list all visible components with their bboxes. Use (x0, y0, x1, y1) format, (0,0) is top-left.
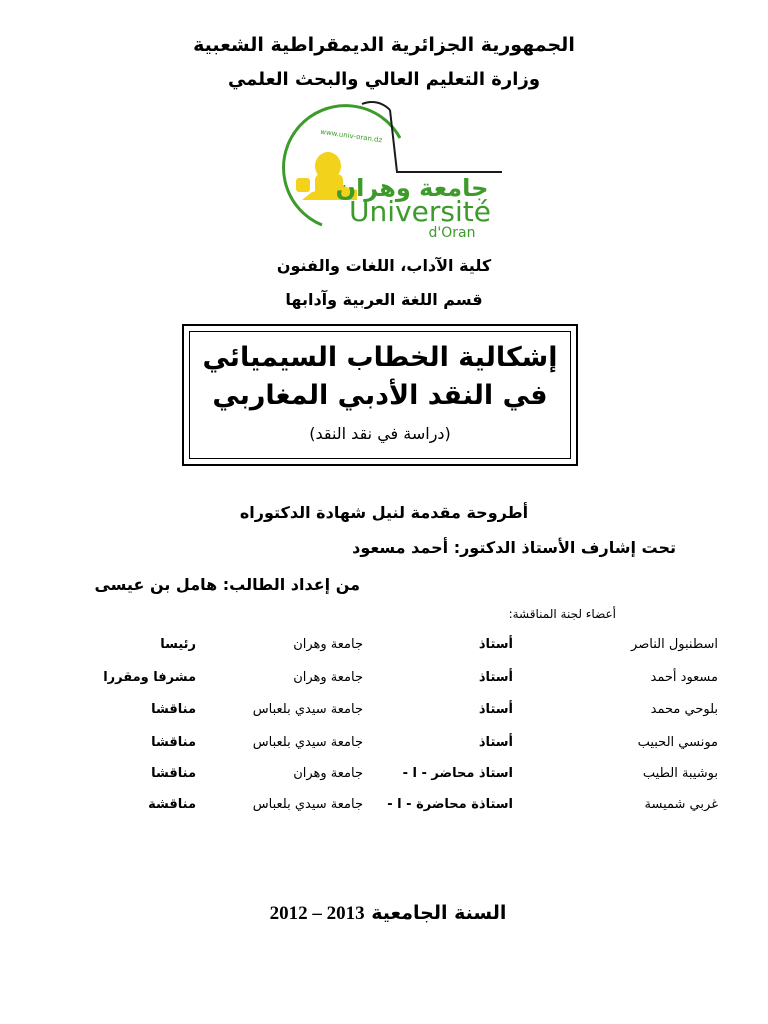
member-rank: أستاذ (478, 735, 513, 750)
logo-latin-sub: d'Oran (428, 225, 476, 240)
ministry-heading: وزارة التعليم العالي والبحث العلمي (227, 69, 541, 90)
member-rank: أستاذ (478, 670, 513, 685)
member-name: غربي شميسة (644, 797, 718, 812)
member-university: جامعة وهران (293, 766, 363, 781)
member-university: جامعة سيدي بلعباس (252, 735, 363, 750)
student-line: من إعداد الطالب: هامل بن عيسى (94, 575, 360, 594)
committee-title: أعضاء لجنة المناقشة: (508, 607, 616, 621)
committee-row (0, 702, 768, 726)
member-name: بوشيبة الطيب (642, 766, 718, 781)
member-role: مناقشا (151, 766, 196, 781)
thesis-statement: أطروحة مقدمة لنيل شهادة الدكتوراه (239, 503, 529, 522)
supervisor-line: تحت إشارف الأستاذ الدكتور: أحمد مسعود (352, 538, 676, 557)
title-box (182, 324, 578, 466)
member-rank: استاذة محاضرة - ا - (387, 797, 513, 812)
logo-url: www.univ-oran.dz (319, 127, 383, 145)
committee-row (0, 670, 768, 694)
member-name: مسعود أحمد (650, 670, 718, 685)
committee-row (0, 797, 768, 821)
member-university: جامعة وهران (293, 670, 363, 685)
member-university: جامعة سيدي بلعباس (252, 797, 363, 812)
member-name: بلوحي محمد (650, 702, 718, 717)
department-name: قسم اللغة العربية وآدابها (285, 290, 483, 309)
academic-year (0, 902, 768, 925)
logo-arabic-name: جامعة وهران (335, 174, 489, 202)
member-role: مناقشا (151, 702, 196, 717)
member-rank: أستاذ (478, 702, 513, 717)
member-name: اسطنبول الناصر (631, 637, 718, 652)
republic-heading: الجمهورية الجزائرية الديمقراطية الشعبية (193, 34, 575, 56)
academic-year-numbers: 2012 – 2013 (269, 903, 365, 924)
thesis-title-line-2: في النقد الأدبي المغاربي (212, 380, 548, 411)
title-box-inner (189, 331, 571, 459)
member-role: مشرفا ومقررا (103, 670, 196, 685)
member-role: رئيسا (160, 637, 196, 652)
committee-row (0, 766, 768, 790)
faculty-name: كلية الآداب، اللغات والفنون (276, 256, 492, 275)
member-rank: أستاذ (478, 637, 513, 652)
member-role: مناقشا (151, 735, 196, 750)
thesis-title-line-1: إشكالية الخطاب السيميائي (202, 342, 558, 373)
university-logo (262, 100, 512, 240)
member-university: جامعة وهران (293, 637, 363, 652)
member-name: مونسي الحبيب (637, 735, 718, 750)
committee-row (0, 637, 768, 661)
member-university: جامعة سيدي بلعباس (252, 702, 363, 717)
logo-latin-name: Université (349, 195, 491, 228)
academic-year-label: السنة الجامعية (371, 902, 507, 924)
thesis-subtitle: (دراسة في نقد النقد) (309, 424, 451, 443)
member-role: مناقشة (148, 797, 196, 812)
committee-row (0, 735, 768, 759)
member-rank: استاذ محاضر - ا - (402, 766, 513, 781)
